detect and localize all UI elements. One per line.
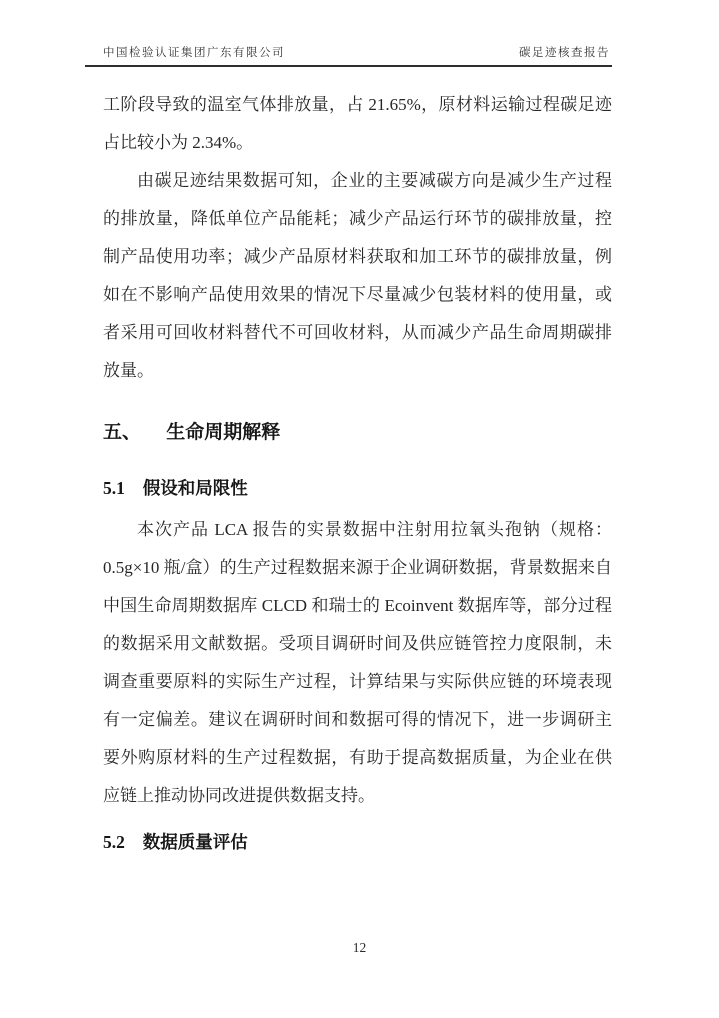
header-rule <box>85 44 612 67</box>
page-body <box>103 86 612 865</box>
section-5-number: 五、 <box>103 422 142 443</box>
section-5-1-title: 假设和局限性 <box>142 478 248 498</box>
section-heading-5-2 <box>103 823 612 861</box>
paragraph-assumptions-limitations: 本次产品 LCA 报告的实景数据中注射用拉氧头孢钠（规格：0.5g×10 瓶/盒）的生产过程数据来源于企业调研数据，背景数据来自中国生命周期数据库 CLCD 和瑞士的 Ecoinvent 数据库等，部分过程的数据采用文献数据。受项目调研时间及供应链管控力度限制，未调查重要原料的实际生产过程，计算结果与实际供应链的环境表现有一定偏差。建议在调研时间和数据可得的情况下，进一步调研主要外购原材料的生产过程数据，有助于提高数据质量，为企业在供应链上推动协同改进提供数据支持。 <box>103 520 612 805</box>
paragraph-emission-shares: 工阶段导致的温室气体排放量，占 21.65%，原材料运输过程碳足迹占比较小为 2.34%。 <box>103 95 612 152</box>
section-5-2-number: 5.2 <box>103 832 125 852</box>
page-header <box>85 44 612 67</box>
section-heading-5 <box>103 414 612 452</box>
section-5-1-number: 5.1 <box>103 478 125 498</box>
page-footer <box>0 938 719 958</box>
page-number: 12 <box>352 940 367 955</box>
section-5-2-title: 数据质量评估 <box>142 832 248 852</box>
section-heading-5-1 <box>103 469 612 507</box>
header-company-name: 中国检验认证集团广东有限公司 <box>103 47 285 59</box>
section-5-title: 生命周期解释 <box>166 422 281 443</box>
header-report-title: 碳足迹核查报告 <box>519 47 610 59</box>
paragraph-carbon-reduction-directions: 由碳足迹结果数据可知，企业的主要减碳方向是减少生产过程的排放量，降低单位产品能耗；减少产品运行环节的碳排放量，控制产品使用功率；减少产品原材料获取和加工环节的碳排放量，例如在不影响产品使用效果的情况下尽量减少包装材料的使用量，或者采用可回收材料替代不可回收材料，从而减少产品生命周期碳排放量。 <box>103 171 612 380</box>
